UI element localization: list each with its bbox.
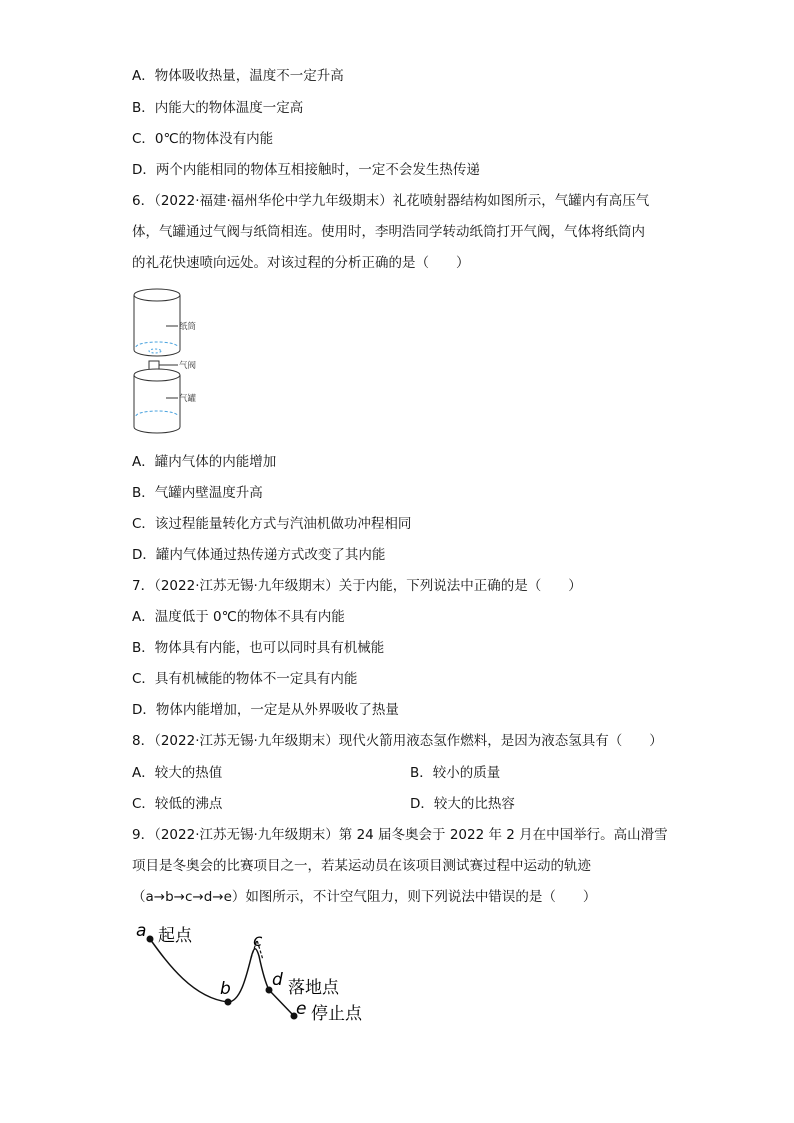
- q9-stem-line-2: 项目是冬奥会的比赛项目之一，若某运动员在该项目测试赛过程中运动的轨迹: [132, 858, 591, 874]
- q6-option-a: A．罐内气体的内能增加: [132, 454, 277, 470]
- point-c-label: c: [253, 931, 263, 951]
- point-b-label: b: [220, 979, 231, 999]
- q6-stem-line-1: 6．（2022·福建·福州华伦中学九年级期末）礼花喷射器结构如图所示，气罐内有高压气: [132, 193, 650, 209]
- q8-option-a: A．较大的热值: [132, 765, 223, 781]
- q7-option-a: A．温度低于 0℃的物体不具有内能: [132, 609, 345, 625]
- q6-option-c: C．该过程能量转化方式与汽油机做功冲程相同: [132, 516, 412, 532]
- q8-option-d: D．较大的比热容: [410, 796, 515, 812]
- label-valve: 气阀: [179, 361, 197, 371]
- q6-stem-line-2: 体，气罐通过气阀与纸筒相连。使用时，李明浩同学转动纸筒打开气阀，气体将纸筒内: [132, 224, 645, 240]
- point-a-dot: [147, 936, 154, 943]
- label-start: 起点: [158, 926, 192, 946]
- q7-option-d: D．物体内能增加，一定是从外界吸收了热量: [132, 702, 399, 718]
- point-d-label: d: [272, 970, 283, 990]
- q6-option-d: D．罐内气体通过热传递方式改变了其内能: [132, 547, 386, 563]
- q6-option-b: B．气罐内壁温度升高: [132, 485, 263, 501]
- label-landing: 落地点: [288, 978, 339, 998]
- q5-option-d: D．两个内能相同的物体互相接触时，一定不会发生热传递: [132, 162, 480, 178]
- label-stop: 停止点: [311, 1004, 362, 1024]
- q5-option-c: C．0℃的物体没有内能: [132, 131, 274, 147]
- q6-figure-sprayer: [128, 285, 218, 435]
- q9-stem-line-1: 9．（2022·江苏无锡·九年级期末）第 24 届冬奥会于 2022 年 2 月在中国举行。高山滑雪: [132, 827, 668, 843]
- label-tank: 气罐: [179, 394, 197, 404]
- q8-option-b: B．较小的质量: [410, 765, 501, 781]
- paper-tube: [134, 289, 180, 356]
- point-a-label: a: [136, 921, 147, 941]
- trajectory-path: [150, 939, 269, 1002]
- q8-option-c: C．较低的沸点: [132, 796, 223, 812]
- q5-option-a: A．物体吸收热量，温度不一定升高: [132, 68, 344, 84]
- q7-option-c: C．具有机械能的物体不一定具有内能: [132, 671, 358, 687]
- q5-option-b: B．内能大的物体温度一定高: [132, 100, 304, 116]
- label-tube: 纸筒: [179, 322, 197, 332]
- q7-option-b: B．物体具有内能，也可以同时具有机械能: [132, 640, 385, 656]
- gas-tank: [134, 369, 180, 433]
- q7-stem: 7．（2022·江苏无锡·九年级期末）关于内能，下列说法中正确的是（ ）: [132, 578, 582, 594]
- q9-figure-ski-trajectory: [128, 918, 388, 1030]
- point-e-label: e: [296, 999, 307, 1019]
- q8-stem: 8．（2022·江苏无锡·九年级期末）现代火箭用液态氢作燃料，是因为液态氢具有（ ）: [132, 733, 663, 749]
- q9-stem-line-3: （a→b→c→d→e）如图所示，不计空气阻力，则下列说法中错误的是（ ）: [132, 889, 597, 905]
- q6-stem-line-3: 的礼花快速喷向远处。对该过程的分析正确的是（ ）: [132, 255, 470, 271]
- point-b-dot: [225, 999, 232, 1006]
